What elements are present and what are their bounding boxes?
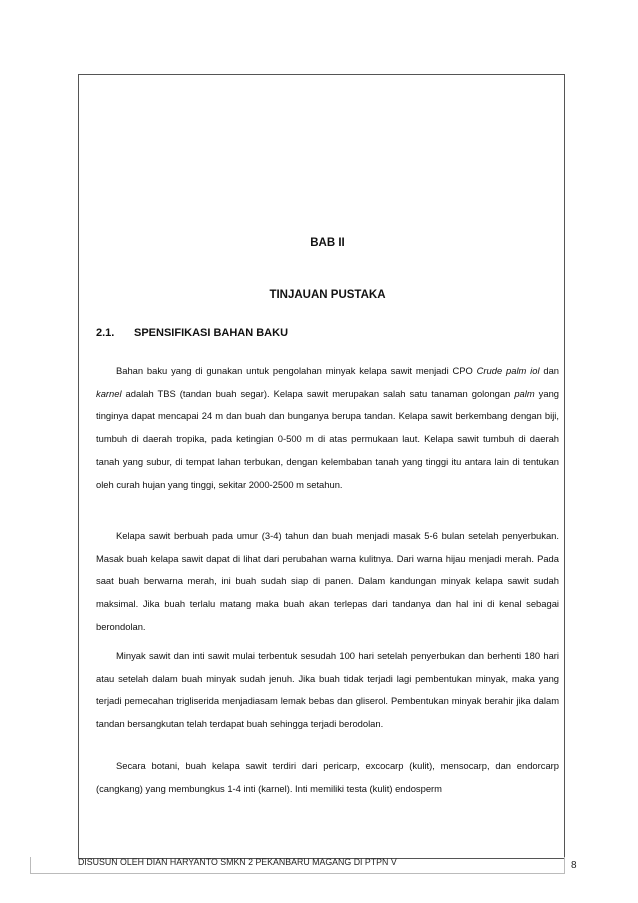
footer-text: DISUSUN OLEH DIAN HARYANTO SMKN 2 PEKANBARU MAGANG DI PTPN V xyxy=(78,857,397,867)
paragraph-1 xyxy=(96,360,559,496)
paragraph-text: adalah TBS (tandan buah segar). Kelapa sawit merupakan salah satu tanaman golongan xyxy=(121,387,515,399)
paragraph-4 xyxy=(96,755,559,800)
paragraph-text: Minyak sawit dan inti sawit mulai terbentuk sesudah 100 hari setelah penyerbukan dan berhenti 180 hari atau setelah dalam buah minyak sudah jenuh. Jika buah tidak terjadi lagi pembentukan minyak, maka yang terjadi pemecahan trigliserida menjadiasam lemak bebas dan gliserol. Pembentukan minyak berahir jika dalam tandan bersangkutan telah terdapat buah sehingga terjadi berodolan. xyxy=(96,650,559,730)
section-number: 2.1. xyxy=(96,327,115,339)
paragraph-2 xyxy=(96,525,559,639)
paragraph-text: Bahan baku yang di gunakan untuk pengolahan minyak kelapa sawit menjadi CPO xyxy=(116,365,477,376)
page-number: 8 xyxy=(571,860,577,871)
italic-term: karnel xyxy=(96,387,122,399)
chapter-title: TINJAUAN PUSTAKA xyxy=(269,289,386,301)
italic-term: palm xyxy=(514,387,535,399)
italic-term: Crude palm iol xyxy=(476,365,540,376)
chapter-number: BAB II xyxy=(310,237,345,249)
paragraph-text: Kelapa sawit berbuah pada umur (3-4) tahun dan buah menjadi masak 5-6 bulan setelah penyerbukan. Masak buah kelapa sawit dapat di lihat dari perubahan warna kulitnya. Dari warna hijau menjadi merah. Pada saat buah berwarna merah, ini buah sudah siap di panen. Dalam kandungan minyak kelapa sawit sudah maksimal. Jika buah terlalu matang maka buah akan terlepas dari tandanya dan hal ini di kenal sebagai berondolan. xyxy=(96,530,559,632)
paragraph-3 xyxy=(96,645,559,736)
paragraph-text: yang tinginya dapat mencapai 24 m dan buah dan bunganya berupa tandan. Kelapa sawit berkembang dengan biji, tumbuh di daerah tropika, pada ketingian 0-500 m di atas permukaan laut. Kelapa sawit tumbuh di daerah tanah yang subur, di tempat lahan terbukan, dengan kelembaban tanah yang tinggi itu antara lain di tentukan oleh curah hujan yang tinggi, sekitar 2000-2500 m setahun. xyxy=(96,387,559,490)
section-heading xyxy=(96,327,288,339)
section-title: SPENSIFIKASI BAHAN BAKU xyxy=(134,327,289,339)
paragraph-text: Secara botani, buah kelapa sawit terdiri dari pericarp, excocarp (kulit), mensocarp, dan endorcarp (cangkang) yang membungkus 1-4 inti (karnel). Inti memiliki testa (kulit) endosperm xyxy=(96,760,559,794)
paragraph-text: dan xyxy=(539,365,559,376)
